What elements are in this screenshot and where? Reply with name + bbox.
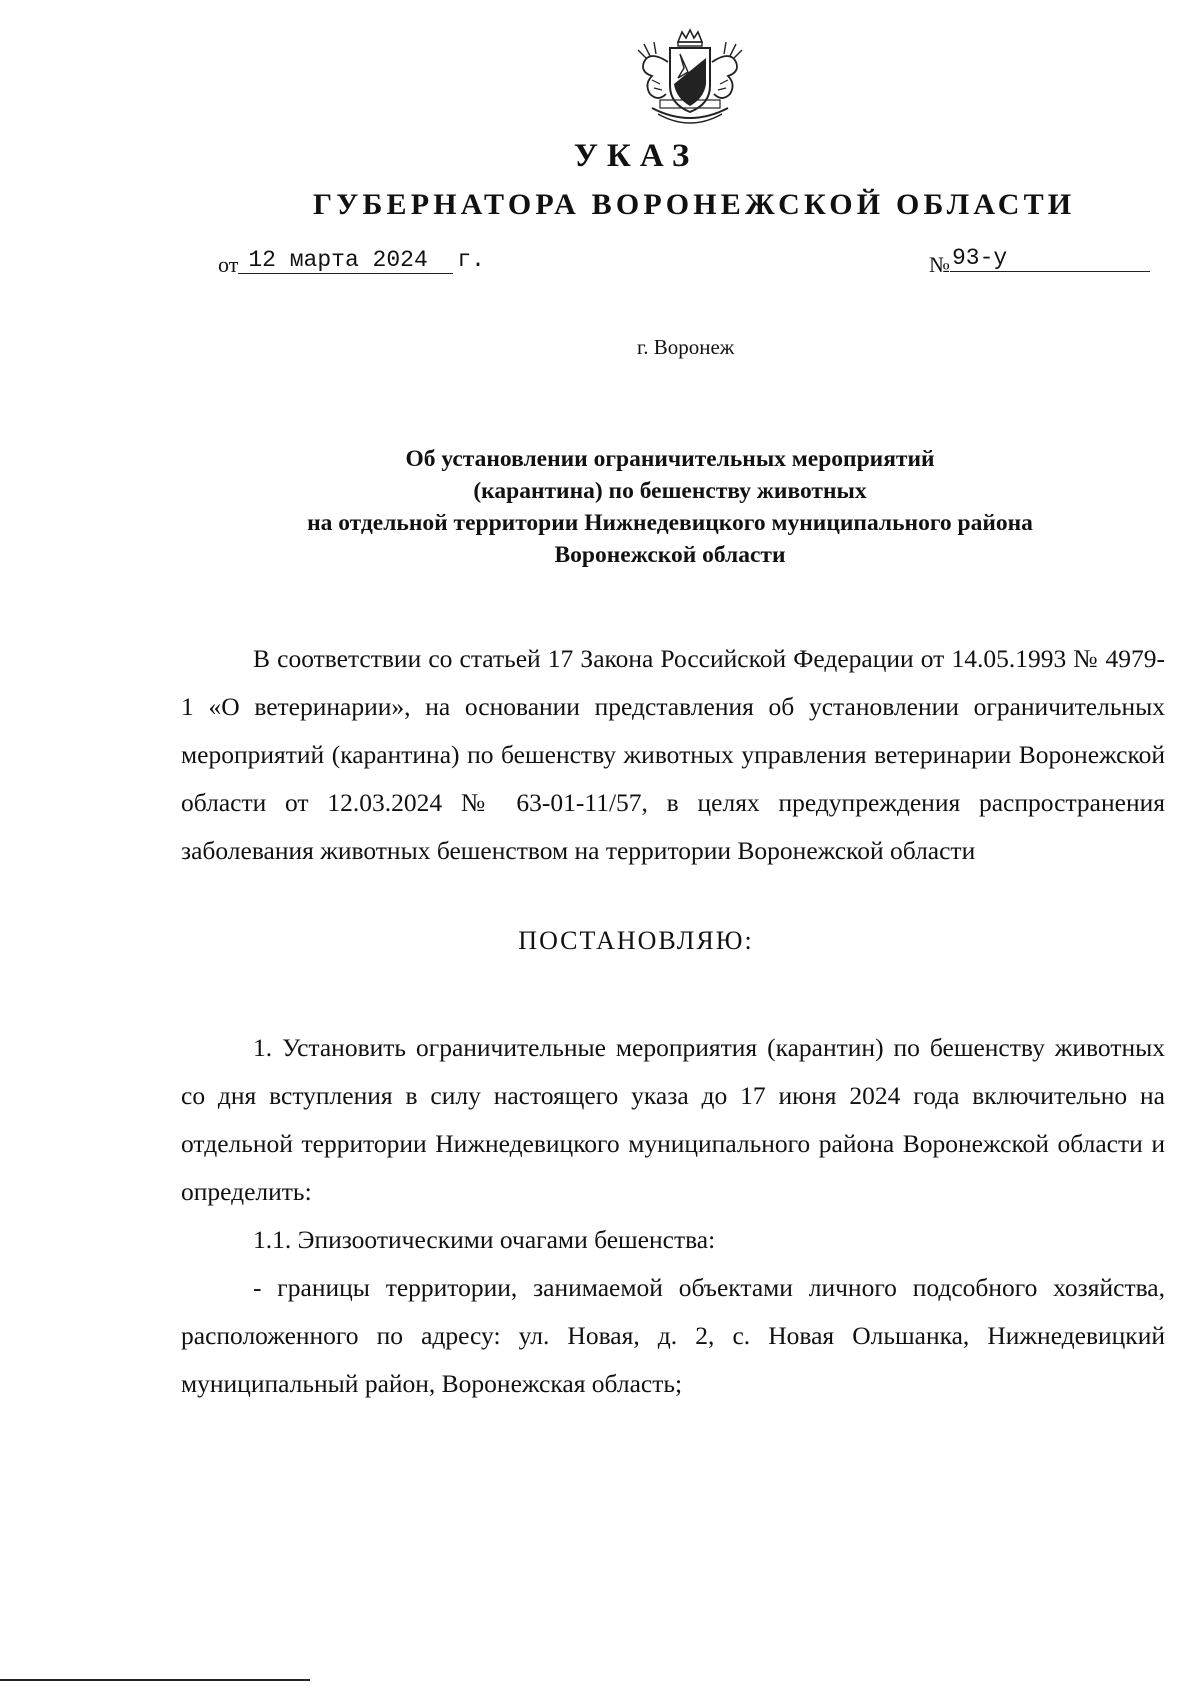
heading-line: Воронежской области	[554, 542, 786, 568]
issuer-title: ГУБЕРНАТОРА ВОРОНЕЖСКОЙ ОБЛАСТИ	[313, 188, 1076, 221]
heading-line: (карантина) по бешенству животных	[473, 478, 867, 504]
date-line	[218, 247, 485, 280]
heading-line: на отдельной территории Нижнедевицкого муниципального района	[307, 510, 1033, 536]
number-line	[929, 245, 1150, 280]
preamble-paragraph: В соответствии со статьей 17 Закона Российской Федерации от 14.05.1993 № 4979-1 «О ветеринарии», на основании представления об установлении ограничительных мероприятий (карантина) по бешенству животных управления ветеринарии Воронежской области от 12.03.2024 № 63-01-11/57, в целях предупреждения распространения заболевания животных бешенством на территории Воронежской области	[181, 644, 1165, 865]
number-prefix: №	[929, 252, 950, 277]
city: г. Воронеж	[637, 335, 735, 359]
decree-items	[181, 1024, 1165, 1408]
decree-word: ПОСТАНОВЛЯЮ:	[518, 926, 754, 955]
document-heading	[160, 443, 1180, 571]
item-1-1-a: - границы территории, занимаемой объектами личного подсобного хозяйства, расположенного по адресу: ул. Новая, д. 2, с. Новая Ольшанка, Нижнедевицкий муниципальный район, Воронежская область;	[181, 1273, 1165, 1398]
date-suffix: г.	[457, 247, 485, 273]
heading-line: Об установлении ограничительных мероприятий	[405, 446, 935, 472]
date-value: 12 марта 2024	[238, 247, 453, 274]
document-type-title: УКАЗ	[573, 138, 699, 174]
item-1: 1. Установить ограничительные мероприятия (карантин) по бешенству животных со дня вступления в силу настоящего указа до 17 июня 2024 года включительно на отдельной территории Нижнедевицкого муниципального района Воронежской области и определить:	[181, 1033, 1165, 1206]
footer-divider	[0, 1679, 310, 1681]
number-value: 93-у	[950, 245, 1150, 272]
date-prefix: от	[218, 252, 239, 277]
item-1-1: 1.1. Эпизоотическими очагами бешенства:	[253, 1225, 716, 1254]
coat-of-arms-icon	[630, 28, 750, 132]
